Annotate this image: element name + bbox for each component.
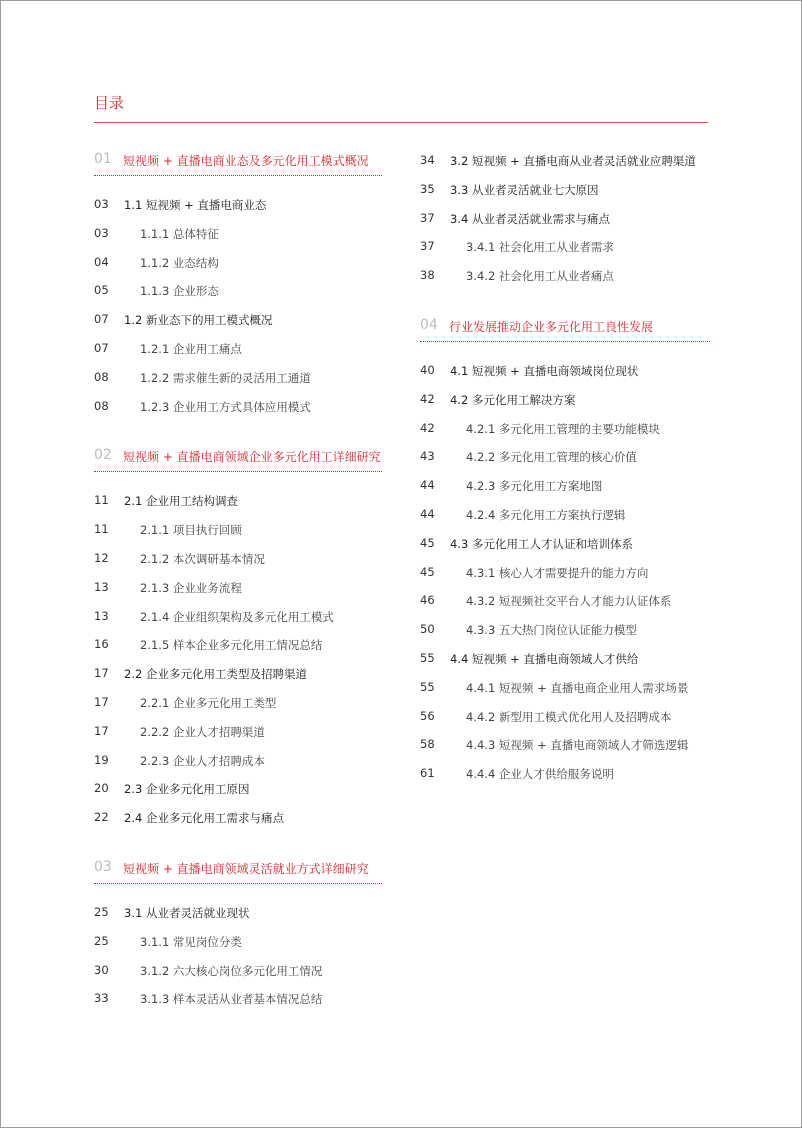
toc-entry-label: 1.2.2 需求催生新的灵活用工通道 (140, 370, 311, 385)
toc-entry-label: 2.3 企业多元化用工原因 (124, 782, 250, 797)
toc-subsubsection-entry[interactable] (420, 614, 710, 643)
toc-chapter-heading[interactable] (94, 853, 382, 884)
toc-chapter-heading[interactable] (94, 145, 382, 176)
toc-entry-label: 2.2 企业多元化用工类型及招聘渠道 (124, 667, 307, 682)
toc-page-number: 46 (420, 593, 435, 608)
chapter-title: 短视频 + 直播电商领域灵活就业方式详细研究 (123, 861, 369, 876)
toc-page-number: 04 (94, 254, 109, 269)
toc-subsubsection-entry[interactable] (420, 441, 710, 470)
toc-entry-label: 4.3.2 短视频社交平台人才能力认证体系 (466, 594, 672, 609)
toc-page-number: 55 (420, 650, 435, 665)
chapter-number: 03 (94, 858, 112, 875)
toc-entry-label: 2.1.3 企业业务流程 (140, 580, 242, 595)
toc-subsubsection-entry[interactable] (420, 470, 710, 499)
page-title: 目录 (94, 94, 125, 112)
toc-entry-label: 3.4 从业者灵活就业需求与痛点 (450, 211, 610, 226)
toc-entry-label: 3.1 从业者灵活就业现状 (124, 905, 250, 920)
toc-page-number: 17 (94, 666, 109, 681)
toc-subsubsection-entry[interactable] (94, 926, 382, 955)
toc-chapter-heading[interactable] (420, 311, 710, 342)
toc-entry-label: 1.2.3 企业用工方式具体应用模式 (140, 399, 311, 414)
toc-page-number: 33 (94, 991, 109, 1006)
toc-page-number: 40 (420, 362, 435, 377)
toc-page-number: 44 (420, 506, 435, 521)
toc-subsubsection-entry[interactable] (420, 729, 710, 758)
toc-page-number: 03 (94, 225, 109, 240)
toc-page-number: 37 (420, 239, 435, 254)
toc-entry-label: 4.3 多元化用工人才认证和培训体系 (450, 536, 633, 551)
toc-subsection-entry[interactable] (94, 897, 382, 926)
toc-subsubsection-entry[interactable] (420, 260, 710, 289)
chapter-title: 短视频 + 直播电商业态及多元化用工模式概况 (123, 154, 369, 168)
toc-subsection-entry[interactable] (94, 189, 382, 218)
toc-subsection-entry[interactable] (420, 174, 710, 203)
toc-entry-label: 1.1 短视频 + 直播电商业态 (124, 198, 267, 212)
toc-entry-label: 2.2.3 企业人才招聘成本 (140, 753, 265, 768)
toc-subsubsection-entry[interactable] (94, 362, 382, 391)
toc-entry-list (420, 355, 710, 787)
toc-page-number: 43 (420, 449, 435, 464)
toc-entry-label: 2.1.2 本次调研基本情况 (140, 551, 265, 566)
toc-page-number: 56 (420, 708, 435, 723)
toc-subsubsection-entry[interactable] (94, 514, 382, 543)
toc-page-number: 07 (94, 340, 109, 355)
toc-entry-label: 3.4.2 社会化用工从业者痛点 (466, 269, 614, 284)
toc-page-number: 45 (420, 535, 435, 550)
toc-page-number: 44 (420, 478, 435, 493)
toc-page-number: 13 (94, 608, 109, 623)
toc-page-number: 42 (420, 420, 435, 435)
toc-entry-label: 4.4.2 新型用工模式优化用人及招聘成本 (466, 709, 672, 724)
toc-page-number: 34 (420, 153, 435, 167)
toc-entry-label: 4.4.3 短视频 + 直播电商领域人才筛选逻辑 (466, 738, 689, 753)
toc-entry-label: 4.3.1 核心人才需要提升的能力方向 (466, 565, 649, 580)
toc-entry-label: 4.2.1 多元化用工管理的主要功能模块 (466, 421, 660, 436)
toc-entry-label: 3.1.1 常见岗位分类 (140, 934, 242, 949)
toc-subsubsection-entry[interactable] (420, 499, 710, 528)
toc-subsubsection-entry[interactable] (94, 745, 382, 774)
toc-page-number: 17 (94, 694, 109, 709)
toc-subsubsection-entry[interactable] (420, 585, 710, 614)
toc-subsection-entry[interactable] (420, 528, 710, 557)
toc-page-number: 08 (94, 369, 109, 384)
spacer (94, 472, 382, 485)
title-divider (94, 122, 708, 123)
toc-subsection-entry[interactable] (94, 658, 382, 687)
spacer (94, 419, 382, 441)
toc-page-number: 25 (94, 933, 109, 948)
toc-entry-label: 4.4.4 企业人才供给服务说明 (466, 767, 614, 782)
spacer (420, 342, 710, 355)
toc-page-number: 12 (94, 550, 109, 565)
toc-entry-list (94, 189, 382, 419)
toc-page-number: 03 (94, 197, 109, 211)
toc-entry-label: 2.1.4 企业组织架构及多元化用工模式 (140, 609, 334, 624)
toc-subsubsection-entry[interactable] (94, 333, 382, 362)
toc-entry-label: 3.1.3 样本灵活从业者基本情况总结 (140, 992, 323, 1007)
toc-subsection-entry[interactable] (420, 203, 710, 232)
toc-page-number: 61 (420, 766, 435, 781)
toc-subsection-entry[interactable] (420, 145, 710, 174)
toc-page-number: 38 (420, 268, 435, 283)
toc-entry-label: 2.1.5 样本企业多元化用工情况总结 (140, 638, 323, 653)
toc-subsubsection-entry[interactable] (94, 275, 382, 304)
toc-entry-label: 2.2.1 企业多元化用工类型 (140, 695, 277, 710)
toc-page-number: 20 (94, 781, 109, 796)
toc-entry-label: 1.2.1 企业用工痛点 (140, 341, 242, 356)
toc-entry-label: 4.2.2 多元化用工管理的核心价值 (466, 450, 637, 465)
toc-entry-label: 1.1.1 总体特征 (140, 226, 219, 241)
toc-entry-label: 3.4.1 社会化用工从业者需求 (466, 240, 614, 255)
toc-subsubsection-entry[interactable] (94, 572, 382, 601)
chapter-number: 04 (420, 316, 438, 333)
toc-subsubsection-entry[interactable] (94, 601, 382, 630)
toc-page-number: 50 (420, 622, 435, 637)
toc-subsubsection-entry[interactable] (420, 701, 710, 730)
toc-entry-label: 4.1 短视频 + 直播电商领域岗位现状 (450, 363, 639, 378)
toc-subsubsection-entry[interactable] (94, 391, 382, 420)
toc-page-number: 17 (94, 723, 109, 738)
toc-entry-label: 1.1.3 企业形态 (140, 284, 219, 299)
toc-subsubsection-entry[interactable] (94, 955, 382, 984)
toc-entry-label: 4.2 多元化用工解决方案 (450, 392, 576, 407)
toc-page-number: 19 (94, 752, 109, 767)
spacer (94, 884, 382, 897)
spacer (94, 176, 382, 189)
toc-subsection-entry[interactable] (94, 802, 382, 831)
toc-chapter-heading[interactable] (94, 441, 382, 472)
toc-page-number: 25 (94, 904, 109, 919)
toc-subsubsection-entry[interactable] (420, 231, 710, 260)
toc-page-number: 30 (94, 962, 109, 977)
toc-subsection-entry[interactable] (94, 773, 382, 802)
toc-entry-label: 2.1 企业用工结构调查 (124, 494, 238, 509)
toc-entry-label: 3.1.2 六大核心岗位多元化用工情况 (140, 963, 323, 978)
toc-subsubsection-entry[interactable] (94, 247, 382, 276)
toc-subsubsection-entry[interactable] (420, 758, 710, 787)
toc-subsection-entry[interactable] (420, 643, 710, 672)
toc-subsubsection-entry[interactable] (94, 687, 382, 716)
toc-subsection-entry[interactable] (420, 355, 710, 384)
toc-entry-list (94, 897, 382, 1012)
toc-entry-label: 3.3 从业者灵活就业七大原因 (450, 182, 599, 197)
toc-left-column (94, 145, 382, 1012)
toc-entry-label: 4.2.4 多元化用工方案执行逻辑 (466, 507, 626, 522)
spacer (420, 289, 710, 311)
toc-page-number: 11 (94, 522, 109, 537)
toc-page-number: 11 (94, 493, 109, 508)
toc-page-number: 05 (94, 283, 109, 298)
toc-entry-label: 4.4.1 短视频 + 直播电商企业用人需求场景 (466, 680, 689, 695)
toc-subsection-entry[interactable] (94, 485, 382, 514)
toc-page-number: 55 (420, 679, 435, 694)
chapter-number: 02 (94, 447, 112, 464)
toc-page-number: 16 (94, 637, 109, 652)
toc-entry-label: 2.4 企业多元化用工需求与痛点 (124, 811, 284, 826)
toc-entry-list (94, 485, 382, 831)
toc-subsubsection-entry[interactable] (94, 629, 382, 658)
toc-page-number: 07 (94, 312, 109, 327)
toc-page-number: 58 (420, 737, 435, 752)
chapter-title: 短视频 + 直播电商领域企业多元化用工详细研究 (123, 450, 381, 465)
toc-entry-label: 1.1.2 业态结构 (140, 255, 219, 270)
toc-page-number: 13 (94, 579, 109, 594)
spacer (94, 831, 382, 853)
toc-subsubsection-entry[interactable] (420, 557, 710, 586)
toc-right-column (420, 145, 710, 787)
toc-subsubsection-entry[interactable] (94, 218, 382, 247)
toc-subsubsection-entry[interactable] (94, 716, 382, 745)
toc-page-number: 22 (94, 810, 109, 825)
toc-subsection-entry[interactable] (94, 304, 382, 333)
toc-page-number: 35 (420, 181, 435, 196)
toc-page-number: 42 (420, 391, 435, 406)
chapter-title: 行业发展推动企业多元化用工良性发展 (449, 319, 654, 334)
toc-subsubsection-entry[interactable] (94, 983, 382, 1012)
toc-subsubsection-entry[interactable] (420, 413, 710, 442)
toc-entry-label: 4.2.3 多元化用工方案地图 (466, 479, 603, 494)
toc-entry-label: 2.2.2 企业人才招聘渠道 (140, 724, 265, 739)
toc-subsection-entry[interactable] (420, 384, 710, 413)
toc-entry-label: 3.2 短视频 + 直播电商从业者灵活就业应聘渠道 (450, 154, 696, 168)
toc-entry-label: 2.1.1 项目执行回顾 (140, 523, 242, 538)
toc-subsubsection-entry[interactable] (420, 672, 710, 701)
toc-entry-label: 4.4 短视频 + 直播电商领域人才供给 (450, 651, 639, 666)
toc-page-number: 08 (94, 398, 109, 413)
toc-entry-label: 1.2 新业态下的用工模式概况 (124, 313, 273, 328)
toc-subsubsection-entry[interactable] (94, 543, 382, 572)
toc-page-number: 37 (420, 210, 435, 225)
toc-page-number: 45 (420, 564, 435, 579)
toc-entry-label: 4.3.3 五大热门岗位认证能力模型 (466, 623, 637, 638)
chapter-number: 01 (94, 151, 112, 167)
toc-entry-list (420, 145, 710, 289)
